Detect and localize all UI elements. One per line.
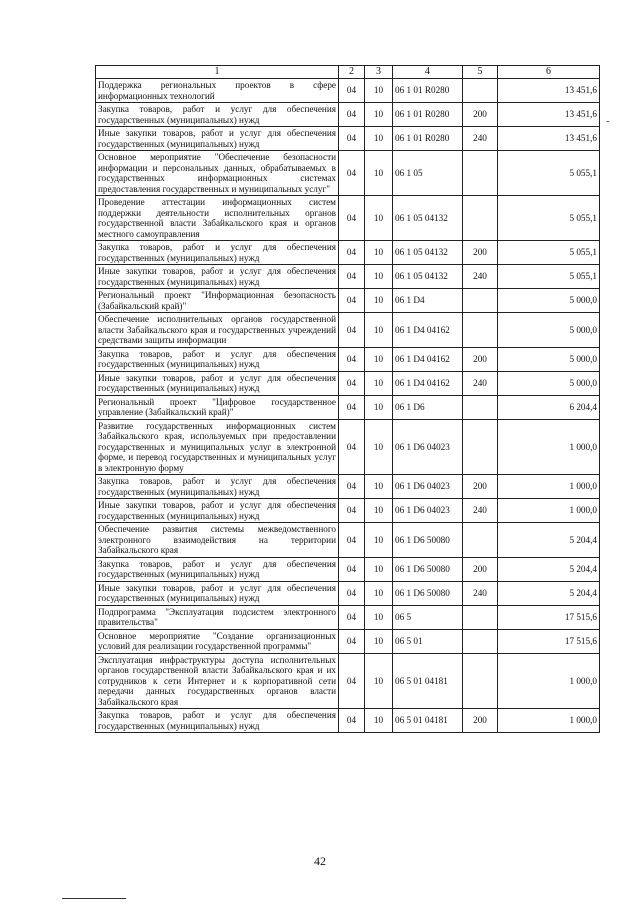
row-name-cell: Региональный проект "Цифровое государственное управление (Забайкальский край)" [96, 395, 339, 419]
expense-type-cell [463, 605, 498, 629]
razdel-cell: 04 [339, 371, 365, 395]
razdel-cell: 04 [339, 265, 365, 289]
razdel-cell: 04 [339, 629, 365, 653]
expense-type-cell: 240 [463, 581, 498, 605]
row-name-cell: Иные закупки товаров, работ и услуг для обеспечения государственных (муниципальных) нужд [96, 581, 339, 605]
amount-cell: 13 451,6 [498, 79, 600, 103]
table-row [96, 395, 600, 419]
razdel-cell: 04 [339, 196, 365, 241]
table-row [96, 371, 600, 395]
expense-type-cell [463, 629, 498, 653]
podrazdel-cell: 10 [365, 371, 393, 395]
podrazdel-cell: 10 [365, 523, 393, 558]
expense-type-cell: 240 [463, 499, 498, 523]
amount-cell: 5 000,0 [498, 371, 600, 395]
target-article-cell: 06 5 01 [393, 629, 463, 653]
table-row [96, 241, 600, 265]
razdel-cell: 04 [339, 419, 365, 475]
expense-type-cell: 240 [463, 127, 498, 151]
razdel-cell: 04 [339, 653, 365, 709]
amount-cell: 1 000,0 [498, 499, 600, 523]
row-name-cell: Закупка товаров, работ и услуг для обеспечения государственных (муниципальных) нужд [96, 709, 339, 733]
razdel-cell: 04 [339, 709, 365, 733]
podrazdel-cell: 10 [365, 103, 393, 127]
target-article-cell: 06 1 05 [393, 151, 463, 196]
amount-cell: 1 000,0 [498, 475, 600, 499]
target-article-cell: 06 1 05 04132 [393, 241, 463, 265]
podrazdel-cell: 10 [365, 313, 393, 348]
header-cell: 5 [463, 66, 498, 79]
amount-cell: 13 451,6 [498, 103, 600, 127]
razdel-cell: 04 [339, 103, 365, 127]
razdel-cell: 04 [339, 475, 365, 499]
podrazdel-cell: 10 [365, 709, 393, 733]
expense-type-cell [463, 151, 498, 196]
target-article-cell: 06 1 01 R0280 [393, 127, 463, 151]
target-article-cell: 06 1 D4 04162 [393, 347, 463, 371]
razdel-cell: 04 [339, 523, 365, 558]
table-row [96, 196, 600, 241]
expense-type-cell: 200 [463, 557, 498, 581]
row-name-cell: Эксплуатация инфраструктуры доступа исполнительных органов государственной власти Забайкальского края и их сотрудников к сети Интернет и к корпоративной сети передачи данных государственных органов власти Забайкальского края [96, 653, 339, 709]
table-row [96, 605, 600, 629]
expense-type-cell: 200 [463, 241, 498, 265]
expense-type-cell [463, 79, 498, 103]
podrazdel-cell: 10 [365, 196, 393, 241]
amount-cell: 5 055,1 [498, 151, 600, 196]
podrazdel-cell: 10 [365, 557, 393, 581]
row-name-cell: Развитие государственных информационных систем Забайкальского края, используемых при предоставлении государственных и муниципальных услуг в электронной форме, и перевод государственных и муниципальных услуг в электронную форму [96, 419, 339, 475]
podrazdel-cell: 10 [365, 475, 393, 499]
expense-type-cell [463, 395, 498, 419]
header-cell: 4 [393, 66, 463, 79]
target-article-cell: 06 5 01 04181 [393, 709, 463, 733]
row-name-cell: Проведение аттестации информационных систем поддержки деятельности исполнительных органов государственной власти Забайкальского края и органов местного самоуправления [96, 196, 339, 241]
razdel-cell: 04 [339, 557, 365, 581]
target-article-cell: 06 5 [393, 605, 463, 629]
table-row [96, 79, 600, 103]
row-name-cell: Региональный проект "Информационная безопасность (Забайкальский край)" [96, 289, 339, 313]
page-number: 42 [314, 854, 326, 868]
expense-type-cell [463, 419, 498, 475]
table-row [96, 475, 600, 499]
margin-mark: - [606, 115, 610, 127]
table-row [96, 151, 600, 196]
expense-type-cell: 240 [463, 265, 498, 289]
target-article-cell: 06 1 01 R0280 [393, 79, 463, 103]
header-cell: 6 [498, 66, 600, 79]
table-row [96, 629, 600, 653]
razdel-cell: 04 [339, 499, 365, 523]
row-name-cell: Иные закупки товаров, работ и услуг для обеспечения государственных (муниципальных) нужд [96, 265, 339, 289]
header-cell: 2 [339, 66, 365, 79]
amount-cell: 17 515,6 [498, 605, 600, 629]
row-name-cell: Закупка товаров, работ и услуг для обеспечения государственных (муниципальных) нужд [96, 103, 339, 127]
row-name-cell: Закупка товаров, работ и услуг для обеспечения государственных (муниципальных) нужд [96, 557, 339, 581]
header-cell: 3 [365, 66, 393, 79]
target-article-cell: 06 1 01 R0280 [393, 103, 463, 127]
razdel-cell: 04 [339, 127, 365, 151]
amount-cell: 1 000,0 [498, 653, 600, 709]
row-name-cell: Закупка товаров, работ и услуг для обеспечения государственных (муниципальных) нужд [96, 475, 339, 499]
amount-cell: 5 000,0 [498, 347, 600, 371]
amount-cell: 13 451,6 [498, 127, 600, 151]
expense-type-cell [463, 313, 498, 348]
footnote-rule [62, 898, 126, 899]
podrazdel-cell: 10 [365, 127, 393, 151]
amount-cell: 1 000,0 [498, 709, 600, 733]
target-article-cell: 06 1 D6 50080 [393, 581, 463, 605]
target-article-cell: 06 1 D6 04023 [393, 475, 463, 499]
amount-cell: 5 055,1 [498, 241, 600, 265]
row-name-cell: Основное мероприятие "Создание организационных условий для реализации государственной программы" [96, 629, 339, 653]
table-row [96, 523, 600, 558]
podrazdel-cell: 10 [365, 241, 393, 265]
amount-cell: 17 515,6 [498, 629, 600, 653]
row-name-cell: Поддержка региональных проектов в сфере информационных технологий [96, 79, 339, 103]
row-name-cell: Иные закупки товаров, работ и услуг для обеспечения государственных (муниципальных) нужд [96, 127, 339, 151]
razdel-cell: 04 [339, 395, 365, 419]
podrazdel-cell: 10 [365, 419, 393, 475]
table-row [96, 557, 600, 581]
expense-type-cell [463, 523, 498, 558]
table-row [96, 709, 600, 733]
target-article-cell: 06 1 D6 [393, 395, 463, 419]
expense-type-cell: 240 [463, 371, 498, 395]
row-name-cell: Обеспечение развития системы межведомственного электронного взаимодействия на территории Забайкальского края [96, 523, 339, 558]
table-row [96, 103, 600, 127]
table-row [96, 347, 600, 371]
row-name-cell: Основное мероприятие "Обеспечение безопасности информации и персональных данных, обрабатываемых в государственных информационных системах предоставления государственных и муниципальных услуг" [96, 151, 339, 196]
expense-type-cell: 200 [463, 709, 498, 733]
target-article-cell: 06 1 D4 04162 [393, 371, 463, 395]
razdel-cell: 04 [339, 151, 365, 196]
podrazdel-cell: 10 [365, 151, 393, 196]
table-header-row [96, 66, 600, 79]
razdel-cell: 04 [339, 241, 365, 265]
razdel-cell: 04 [339, 347, 365, 371]
razdel-cell: 04 [339, 605, 365, 629]
podrazdel-cell: 10 [365, 265, 393, 289]
table-row [96, 653, 600, 709]
budget-table-body [96, 66, 600, 733]
table-row [96, 289, 600, 313]
amount-cell: 5 055,1 [498, 196, 600, 241]
target-article-cell: 06 1 D6 04023 [393, 419, 463, 475]
table-row [96, 127, 600, 151]
target-article-cell: 06 1 D6 50080 [393, 523, 463, 558]
amount-cell: 5 055,1 [498, 265, 600, 289]
table-row [96, 313, 600, 348]
table-row [96, 265, 600, 289]
expense-type-cell [463, 289, 498, 313]
row-name-cell: Иные закупки товаров, работ и услуг для обеспечения государственных (муниципальных) нужд [96, 499, 339, 523]
amount-cell: 5 000,0 [498, 313, 600, 348]
row-name-cell: Обеспечение исполнительных органов государственной власти Забайкальского края и государственных учреждений средствами защиты информации [96, 313, 339, 348]
target-article-cell: 06 1 D6 50080 [393, 557, 463, 581]
table-row [96, 419, 600, 475]
razdel-cell: 04 [339, 581, 365, 605]
razdel-cell: 04 [339, 289, 365, 313]
expense-type-cell: 200 [463, 347, 498, 371]
expense-type-cell [463, 653, 498, 709]
podrazdel-cell: 10 [365, 605, 393, 629]
row-name-cell: Закупка товаров, работ и услуг для обеспечения государственных (муниципальных) нужд [96, 241, 339, 265]
podrazdel-cell: 10 [365, 653, 393, 709]
amount-cell: 5 000,0 [498, 289, 600, 313]
podrazdel-cell: 10 [365, 499, 393, 523]
amount-cell: 1 000,0 [498, 419, 600, 475]
target-article-cell: 06 1 D4 [393, 289, 463, 313]
expense-type-cell: 200 [463, 103, 498, 127]
row-name-cell: Иные закупки товаров, работ и услуг для обеспечения государственных (муниципальных) нужд [96, 371, 339, 395]
amount-cell: 5 204,4 [498, 523, 600, 558]
target-article-cell: 06 5 01 04181 [393, 653, 463, 709]
row-name-cell: Подпрограмма "Эксплуатация подсистем электронного правительства" [96, 605, 339, 629]
amount-cell: 5 204,4 [498, 557, 600, 581]
target-article-cell: 06 1 D4 04162 [393, 313, 463, 348]
podrazdel-cell: 10 [365, 289, 393, 313]
table-row [96, 581, 600, 605]
razdel-cell: 04 [339, 79, 365, 103]
expense-type-cell: 200 [463, 475, 498, 499]
podrazdel-cell: 10 [365, 629, 393, 653]
podrazdel-cell: 10 [365, 347, 393, 371]
amount-cell: 5 204,4 [498, 581, 600, 605]
header-cell: 1 [96, 66, 339, 79]
row-name-cell: Закупка товаров, работ и услуг для обеспечения государственных (муниципальных) нужд [96, 347, 339, 371]
target-article-cell: 06 1 05 04132 [393, 265, 463, 289]
expense-type-cell [463, 196, 498, 241]
budget-table [95, 65, 600, 733]
podrazdel-cell: 10 [365, 581, 393, 605]
amount-cell: 6 204,4 [498, 395, 600, 419]
podrazdel-cell: 10 [365, 395, 393, 419]
podrazdel-cell: 10 [365, 79, 393, 103]
razdel-cell: 04 [339, 313, 365, 348]
table-row [96, 499, 600, 523]
target-article-cell: 06 1 05 04132 [393, 196, 463, 241]
target-article-cell: 06 1 D6 04023 [393, 499, 463, 523]
